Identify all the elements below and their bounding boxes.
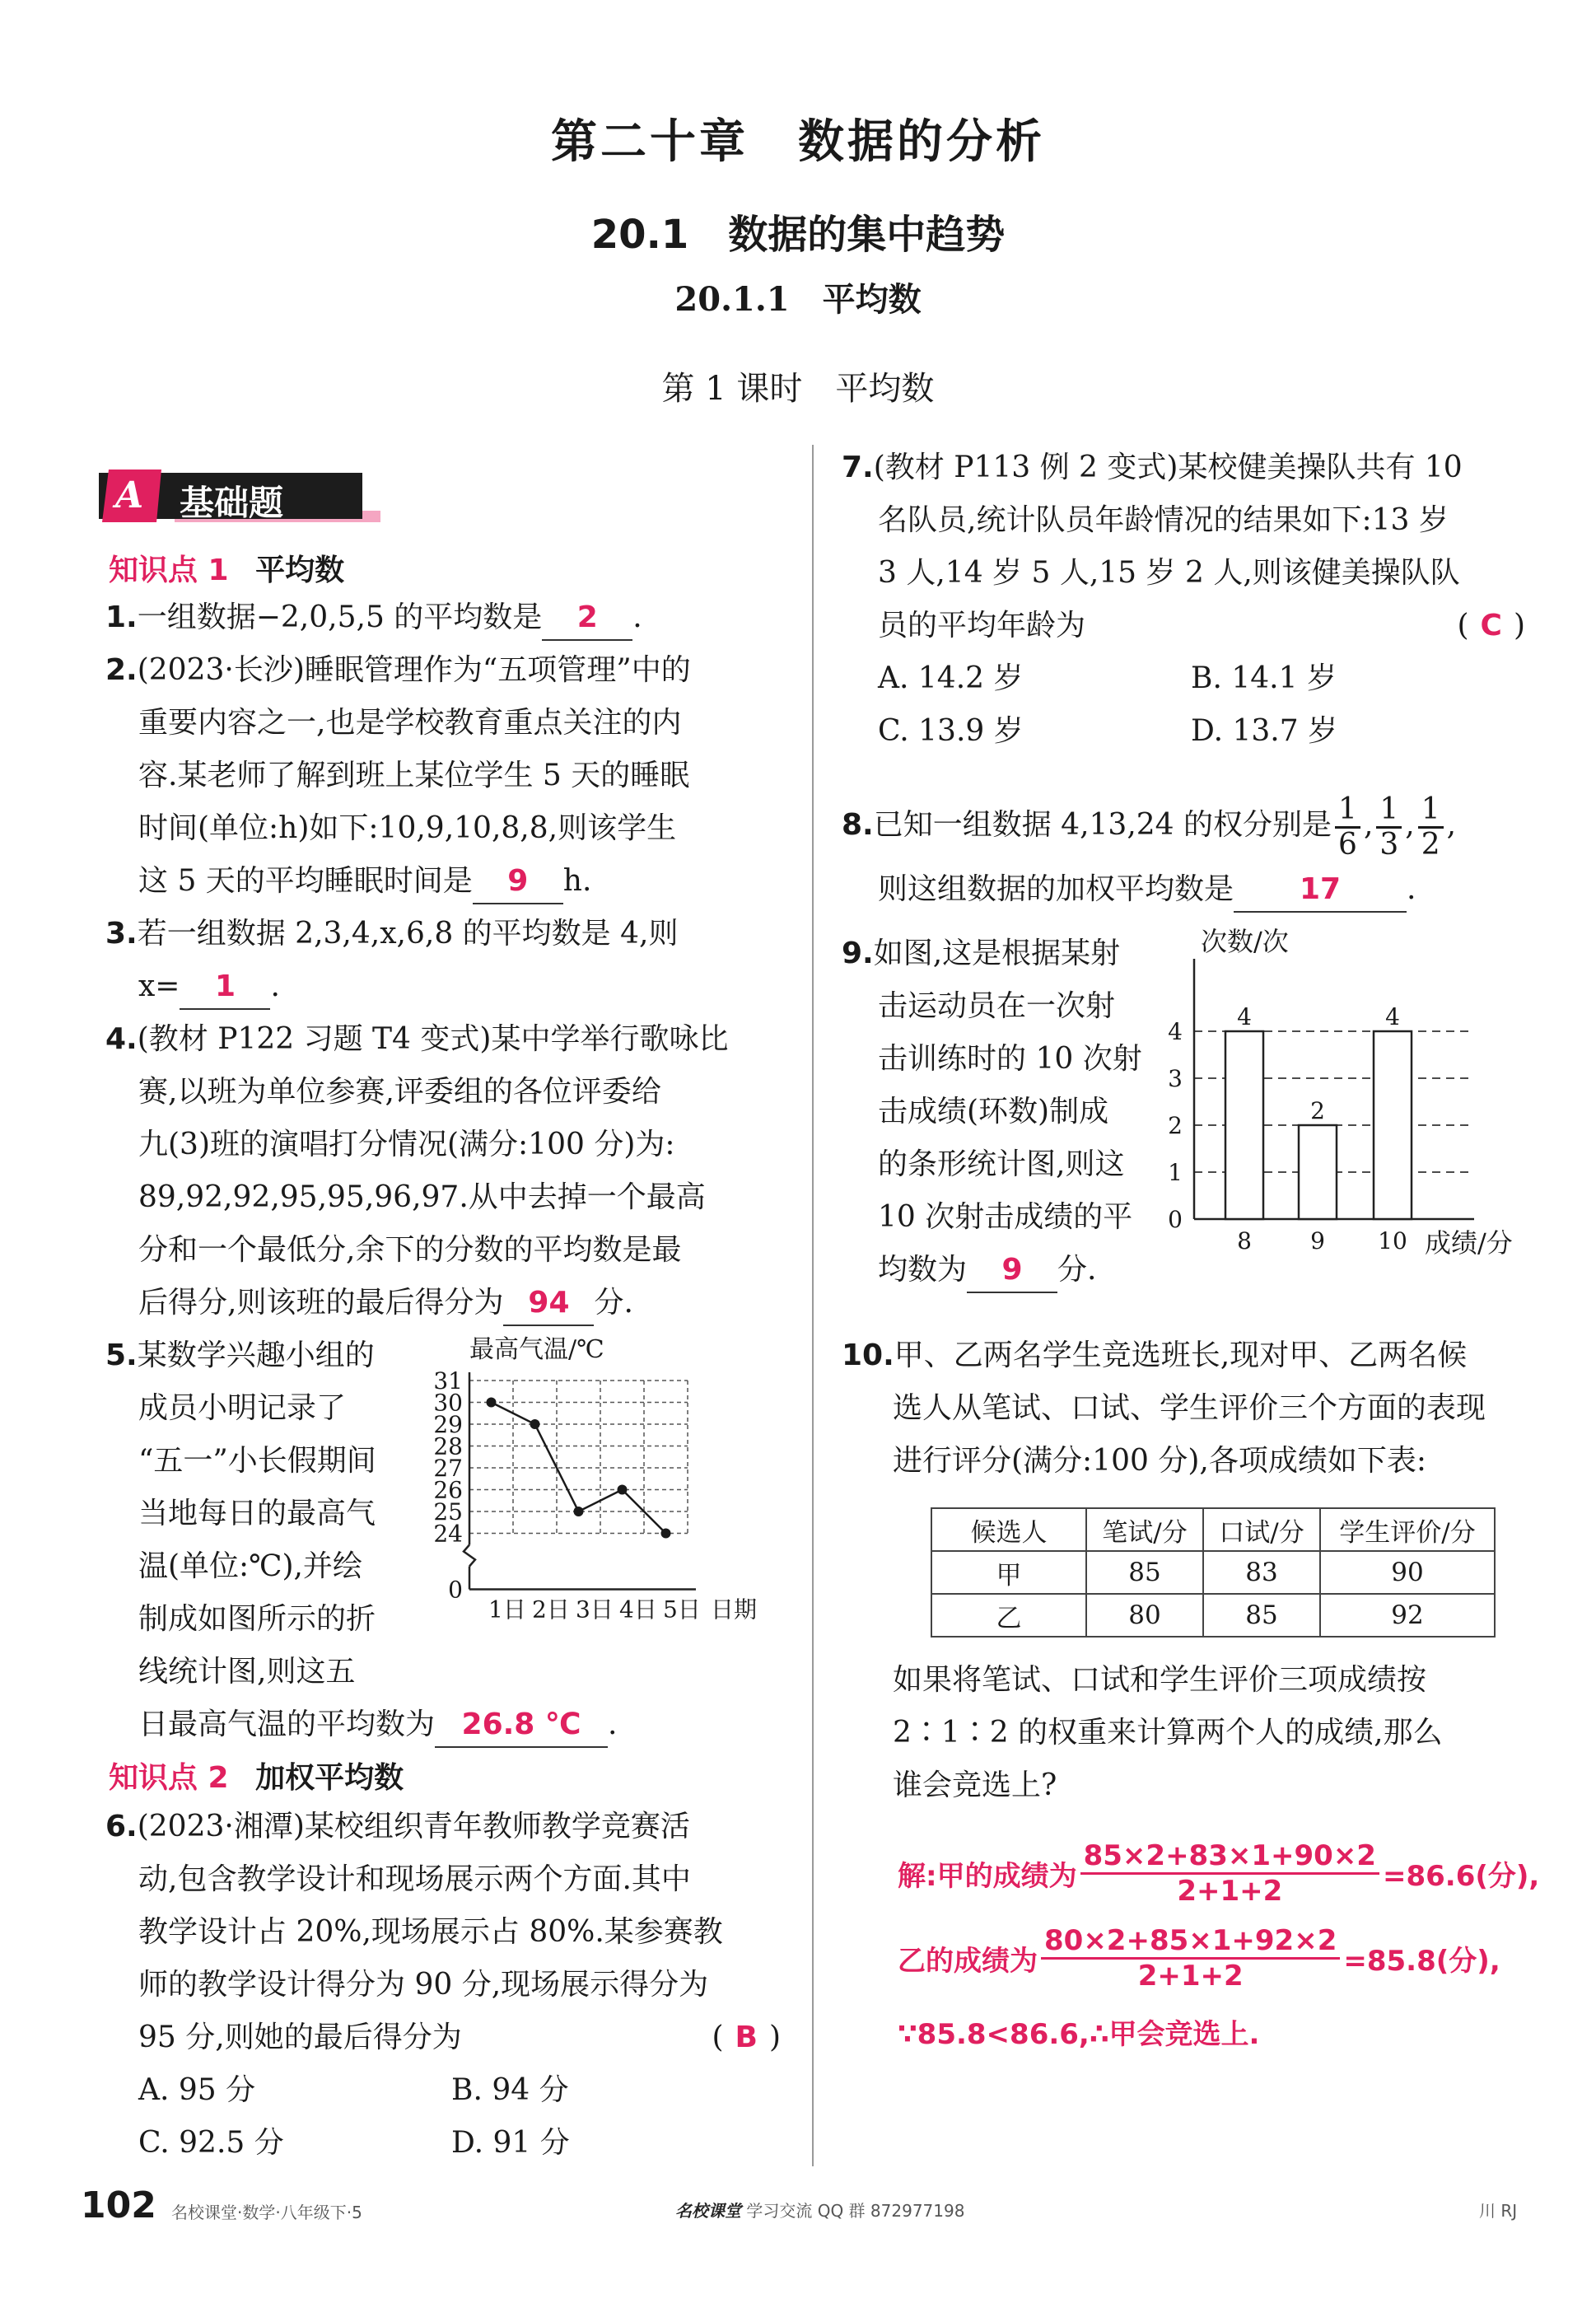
table-cell: 92 (1320, 1594, 1495, 1637)
question-10 (842, 1329, 1542, 1488)
question-line: 击训练时的 10 次射 (878, 1042, 1142, 1076)
question-line: “五一”小长假期间 (138, 1444, 376, 1478)
kp-label: 知识点 2 (109, 1761, 229, 1795)
question-line: (2023·湘潭)某校组织青年教师教学竞赛活 (137, 1810, 690, 1843)
question-line: 进行评分(满分:100 分),各项成绩如下表: (893, 1444, 1426, 1478)
data-point (487, 1398, 497, 1408)
y-tick-label: 27 (433, 1455, 463, 1482)
data-point (574, 1507, 584, 1516)
solution-text: =85.8(分), (1343, 1944, 1500, 1978)
temperature-line-chart (433, 1328, 791, 1690)
question-number: 3. (105, 917, 138, 951)
table-header: 候选人 (931, 1508, 1086, 1551)
question-line: 选人从笔试、口试、学生评价三个方面的表现 (893, 1391, 1486, 1425)
question-number: 10. (842, 1339, 894, 1372)
question-line: 谁会竞选上? (893, 1768, 1057, 1802)
y-tick-label: 24 (433, 1520, 463, 1548)
answer-blank: 26.8 ℃ (435, 1703, 608, 1748)
question-number: 2. (105, 653, 138, 687)
solution-text: 乙的成绩为 (898, 1944, 1038, 1978)
shooting-bar-chart (1153, 926, 1540, 1259)
bar (1299, 1125, 1337, 1219)
question-line: 重要内容之一,也是学校教育重点关注的内 (138, 706, 682, 740)
weight-fraction (1335, 793, 1360, 862)
x-axis-label: 成绩/分 (1425, 1227, 1513, 1259)
x-tick-label: 2日 (532, 1595, 570, 1624)
option-a: A. 95 分 (138, 2073, 256, 2107)
answer-choice: ( B ) (712, 2021, 781, 2054)
y-tick-label: 31 (433, 1367, 463, 1395)
solution-fraction (1041, 1924, 1340, 1993)
question-10-followup (893, 1654, 1543, 1812)
question-line: 均数为 (878, 1253, 968, 1287)
question-line: 当地每日的最高气 (138, 1497, 376, 1530)
fraction-numerator: 1 (1418, 793, 1444, 829)
brand-logo: 名校课堂 (675, 2201, 741, 2221)
question-line: (教材 P122 习题 T4 变式)某中学举行歌咏比 (137, 1022, 729, 1056)
answer-choice-letter: C (1480, 609, 1502, 642)
question-2 (105, 644, 781, 908)
answer-choice: ( C ) (1457, 609, 1525, 642)
solution-text: =86.6(分), (1382, 1859, 1540, 1893)
weight-fraction (1418, 793, 1444, 862)
question-3 (105, 908, 781, 1013)
solution (898, 1832, 1556, 2067)
y-tick-label: 3 (1168, 1065, 1183, 1092)
solution-fraction (1080, 1839, 1379, 1908)
question-8: 8.已知一组数据 4,13,24 的权分别是 $\frac{1}{6}$ , $\frac{1}{3}$ , $\frac{1}{2}$ , 则这组数据的加权平均数是 17 . (842, 787, 1525, 916)
y-tick-label: 0 (448, 1576, 463, 1604)
option-a: A. 14.2 岁 (878, 661, 1024, 695)
qq-group: 学习交流 QQ 群 872977198 (746, 2201, 965, 2221)
question-line: 九(3)班的演唱打分情况(满分:100 分)为: (138, 1128, 675, 1161)
option-b: B. 94 分 (451, 2073, 569, 2107)
question-line: 师的教学设计得分为 90 分,现场展示得分为 (138, 1968, 709, 2002)
fraction-numerator: 1 (1376, 793, 1402, 829)
table-header: 口试/分 (1203, 1508, 1320, 1551)
question-number: 4. (105, 1022, 138, 1056)
question-end: . (632, 600, 642, 634)
question-line: (教材 P113 例 2 变式)某校健美操队共有 10 (873, 451, 1463, 484)
question-number: 8. (842, 808, 874, 842)
fraction-numerator: 1 (1335, 793, 1360, 829)
option-c: C. 92.5 分 (138, 2126, 284, 2160)
question-text: 一组数据−2,0,5,5 的平均数是 (137, 600, 543, 634)
data-point (530, 1419, 540, 1429)
x-tick-label: 8 (1237, 1227, 1252, 1254)
question-line: 分和一个最低分,余下的分数的平均数是最 (138, 1233, 682, 1267)
book-info: 名校课堂·数学·八年级下·5 (171, 2203, 362, 2222)
fraction-denominator: 2+1+2 (1137, 1959, 1244, 1993)
answer-blank: 9 (473, 860, 563, 904)
y-tick-label: 1 (1168, 1159, 1183, 1186)
question-6 (105, 1801, 781, 2170)
y-axis-label: 最高气温/℃ (469, 1335, 604, 1364)
question-line: 员的平均年龄为 (878, 609, 1086, 642)
y-tick-label: 28 (433, 1432, 463, 1460)
solution-text: 解:甲的成绩为 (898, 1859, 1077, 1893)
table-header: 笔试/分 (1086, 1508, 1203, 1551)
fraction-denominator: 2+1+2 (1177, 1874, 1283, 1908)
question-unit: 分. (1057, 1253, 1097, 1287)
kp-name: 平均数 (255, 554, 345, 587)
column-divider (812, 445, 814, 2166)
y-tick-label: 4 (1168, 1018, 1183, 1045)
table-cell: 85 (1203, 1594, 1320, 1637)
section-title: 20.1 数据的集中趋势 (590, 212, 1006, 258)
fraction-denominator: 6 (1338, 827, 1357, 862)
table-header-row (931, 1508, 1495, 1551)
data-point (618, 1485, 628, 1495)
y-tick-label: 25 (433, 1498, 463, 1525)
question-line: 日最高气温的平均数为 (138, 1708, 436, 1741)
answer-blank: 1 (180, 965, 270, 1010)
table-row (931, 1551, 1495, 1594)
question-line: 制成如图所示的折 (138, 1602, 376, 1636)
option-d: D. 91 分 (451, 2126, 570, 2160)
table-cell: 80 (1086, 1594, 1203, 1637)
answer-blank: 17 (1234, 868, 1407, 913)
question-line: 如图,这是根据某射 (873, 937, 1121, 970)
fraction-numerator: 85×2+83×1+90×2 (1080, 1839, 1379, 1875)
question-unit: 分. (594, 1286, 633, 1320)
question-end: . (608, 1708, 618, 1741)
x-tick-label: 5日 (663, 1595, 701, 1624)
table-cell: 甲 (931, 1551, 1086, 1594)
table-cell: 83 (1203, 1551, 1320, 1594)
data-label: 4 (1385, 1003, 1400, 1030)
option-c: C. 13.9 岁 (878, 714, 1024, 748)
answer-blank: 2 (542, 596, 632, 641)
option-b: B. 14.1 岁 (1191, 661, 1337, 695)
kp-name: 加权平均数 (255, 1761, 404, 1795)
question-line: 已知一组数据 4,13,24 的权分别是 (873, 808, 1332, 842)
badge-letter: A (115, 474, 144, 516)
edition-code: 川 RJ (1479, 2201, 1518, 2221)
chapter-title: 第二十章 数据的分析 (551, 115, 1045, 169)
axis-break-mark (464, 1545, 475, 1567)
subsection-title: 20.1.1 平均数 (674, 280, 922, 319)
knowledge-point-1 (109, 547, 344, 589)
question-line: 则这组数据的加权平均数是 (878, 872, 1234, 906)
question-line: 3 人,14 岁 5 人,15 岁 2 人,则该健美操队队 (878, 556, 1460, 590)
question-line: 如果将笔试、口试和学生评价三项成绩按 (893, 1663, 1427, 1697)
question-line: 若一组数据 2,3,4,x,6,8 的平均数是 4,则 (137, 917, 679, 951)
question-7 (842, 442, 1525, 758)
question-line: 容.某老师了解到班上某位学生 5 天的睡眠 (138, 759, 690, 792)
question-line: 2∶1∶2 的权重来计算两个人的成绩,那么 (893, 1716, 1443, 1750)
x-tick-label: 3日 (576, 1595, 614, 1624)
question-line: x= (138, 969, 180, 1003)
table-cell: 90 (1320, 1551, 1495, 1594)
x-axis-label: 日期 (711, 1595, 758, 1624)
question-line: 成员小明记录了 (138, 1391, 347, 1425)
question-line: 95 分,则她的最后得分为 (138, 2021, 462, 2054)
fraction-numerator: 80×2+85×1+92×2 (1041, 1924, 1340, 1960)
section-badge (99, 468, 387, 530)
question-number: 1. (105, 600, 138, 634)
badge-text: 基础题 (180, 483, 284, 523)
answer-blank: 9 (967, 1249, 1057, 1293)
answer-choice-letter: B (735, 2021, 758, 2054)
y-tick-label: 29 (433, 1411, 463, 1438)
question-line: 线统计图,则这五 (138, 1655, 356, 1689)
question-line: 甲、乙两名学生竞选班长,现对甲、乙两名候 (894, 1339, 1468, 1372)
kp-label: 知识点 1 (109, 554, 229, 587)
question-line: 后得分,则该班的最后得分为 (138, 1286, 504, 1320)
y-axis-label: 次数/次 (1201, 926, 1289, 957)
question-number: 6. (105, 1810, 138, 1843)
data-label: 4 (1237, 1003, 1252, 1030)
x-tick-label: 10 (1378, 1227, 1407, 1254)
footer-brand (675, 2198, 964, 2222)
table-row (931, 1594, 1495, 1637)
question-line: 时间(单位:h)如下:10,9,10,8,8,则该学生 (138, 811, 677, 845)
question-line: 名队员,统计队员年龄情况的结果如下:13 岁 (878, 503, 1449, 537)
question-end: . (1407, 872, 1416, 906)
question-line: 89,92,92,95,95,96,97.从中去掉一个最高 (138, 1180, 706, 1214)
question-5-answer-line (138, 1698, 764, 1751)
question-line: 某数学兴趣小组的 (137, 1339, 375, 1372)
question-line: 赛,以班为单位参赛,评委组的各位评委给 (138, 1075, 661, 1109)
table-cell: 85 (1086, 1551, 1203, 1594)
page-number: 102 (81, 2184, 156, 2226)
question-number: 9. (842, 937, 874, 970)
table-header: 学生评价/分 (1320, 1508, 1495, 1551)
bar (1374, 1031, 1412, 1219)
table-cell: 乙 (931, 1594, 1086, 1637)
question-line: 击成绩(环数)制成 (878, 1095, 1109, 1128)
question-4 (105, 1013, 781, 1329)
y-tick-label: 26 (433, 1476, 463, 1504)
solution-conclusion: ∵85.8<86.6,∴甲会竞选上. (898, 2018, 1260, 2051)
y-tick-label: 2 (1168, 1112, 1183, 1139)
question-line: 动,包含教学设计和现场展示两个方面.其中 (138, 1862, 691, 1896)
question-number: 5. (105, 1339, 138, 1372)
x-tick-label: 9 (1310, 1227, 1325, 1254)
question-line: 10 次射击成绩的平 (878, 1200, 1133, 1234)
weight-fraction (1376, 793, 1402, 862)
fraction-denominator: 2 (1421, 827, 1440, 862)
question-line: 教学设计占 20%,现场展示占 80%.某参赛教 (138, 1915, 723, 1949)
question-line: 击运动员在一次射 (878, 989, 1116, 1023)
score-table (931, 1507, 1496, 1638)
question-line: 温(单位:℃),并绘 (138, 1549, 362, 1583)
y-tick-label: 30 (433, 1389, 463, 1417)
y-tick-label: 0 (1168, 1206, 1183, 1233)
fraction-denominator: 3 (1379, 827, 1399, 862)
x-tick-label: 4日 (619, 1595, 657, 1624)
bar (1225, 1031, 1263, 1219)
lesson-title: 第 1 课时 平均数 (661, 370, 935, 408)
question-line: 的条形统计图,则这 (878, 1147, 1125, 1181)
data-point (661, 1529, 671, 1539)
question-9 (842, 927, 1188, 1296)
question-unit: h. (562, 864, 592, 898)
x-tick-label: 1日 (488, 1595, 526, 1624)
question-line: (2023·长沙)睡眠管理作为“五项管理”中的 (137, 653, 691, 687)
question-1 (105, 591, 781, 644)
question-line: 这 5 天的平均睡眠时间是 (138, 864, 473, 898)
question-number: 7. (842, 451, 874, 484)
question-end: . (270, 969, 280, 1003)
knowledge-point-2 (109, 1754, 404, 1796)
answer-blank: 94 (503, 1282, 594, 1326)
data-label: 2 (1310, 1097, 1325, 1124)
option-d: D. 13.7 岁 (1191, 714, 1338, 748)
